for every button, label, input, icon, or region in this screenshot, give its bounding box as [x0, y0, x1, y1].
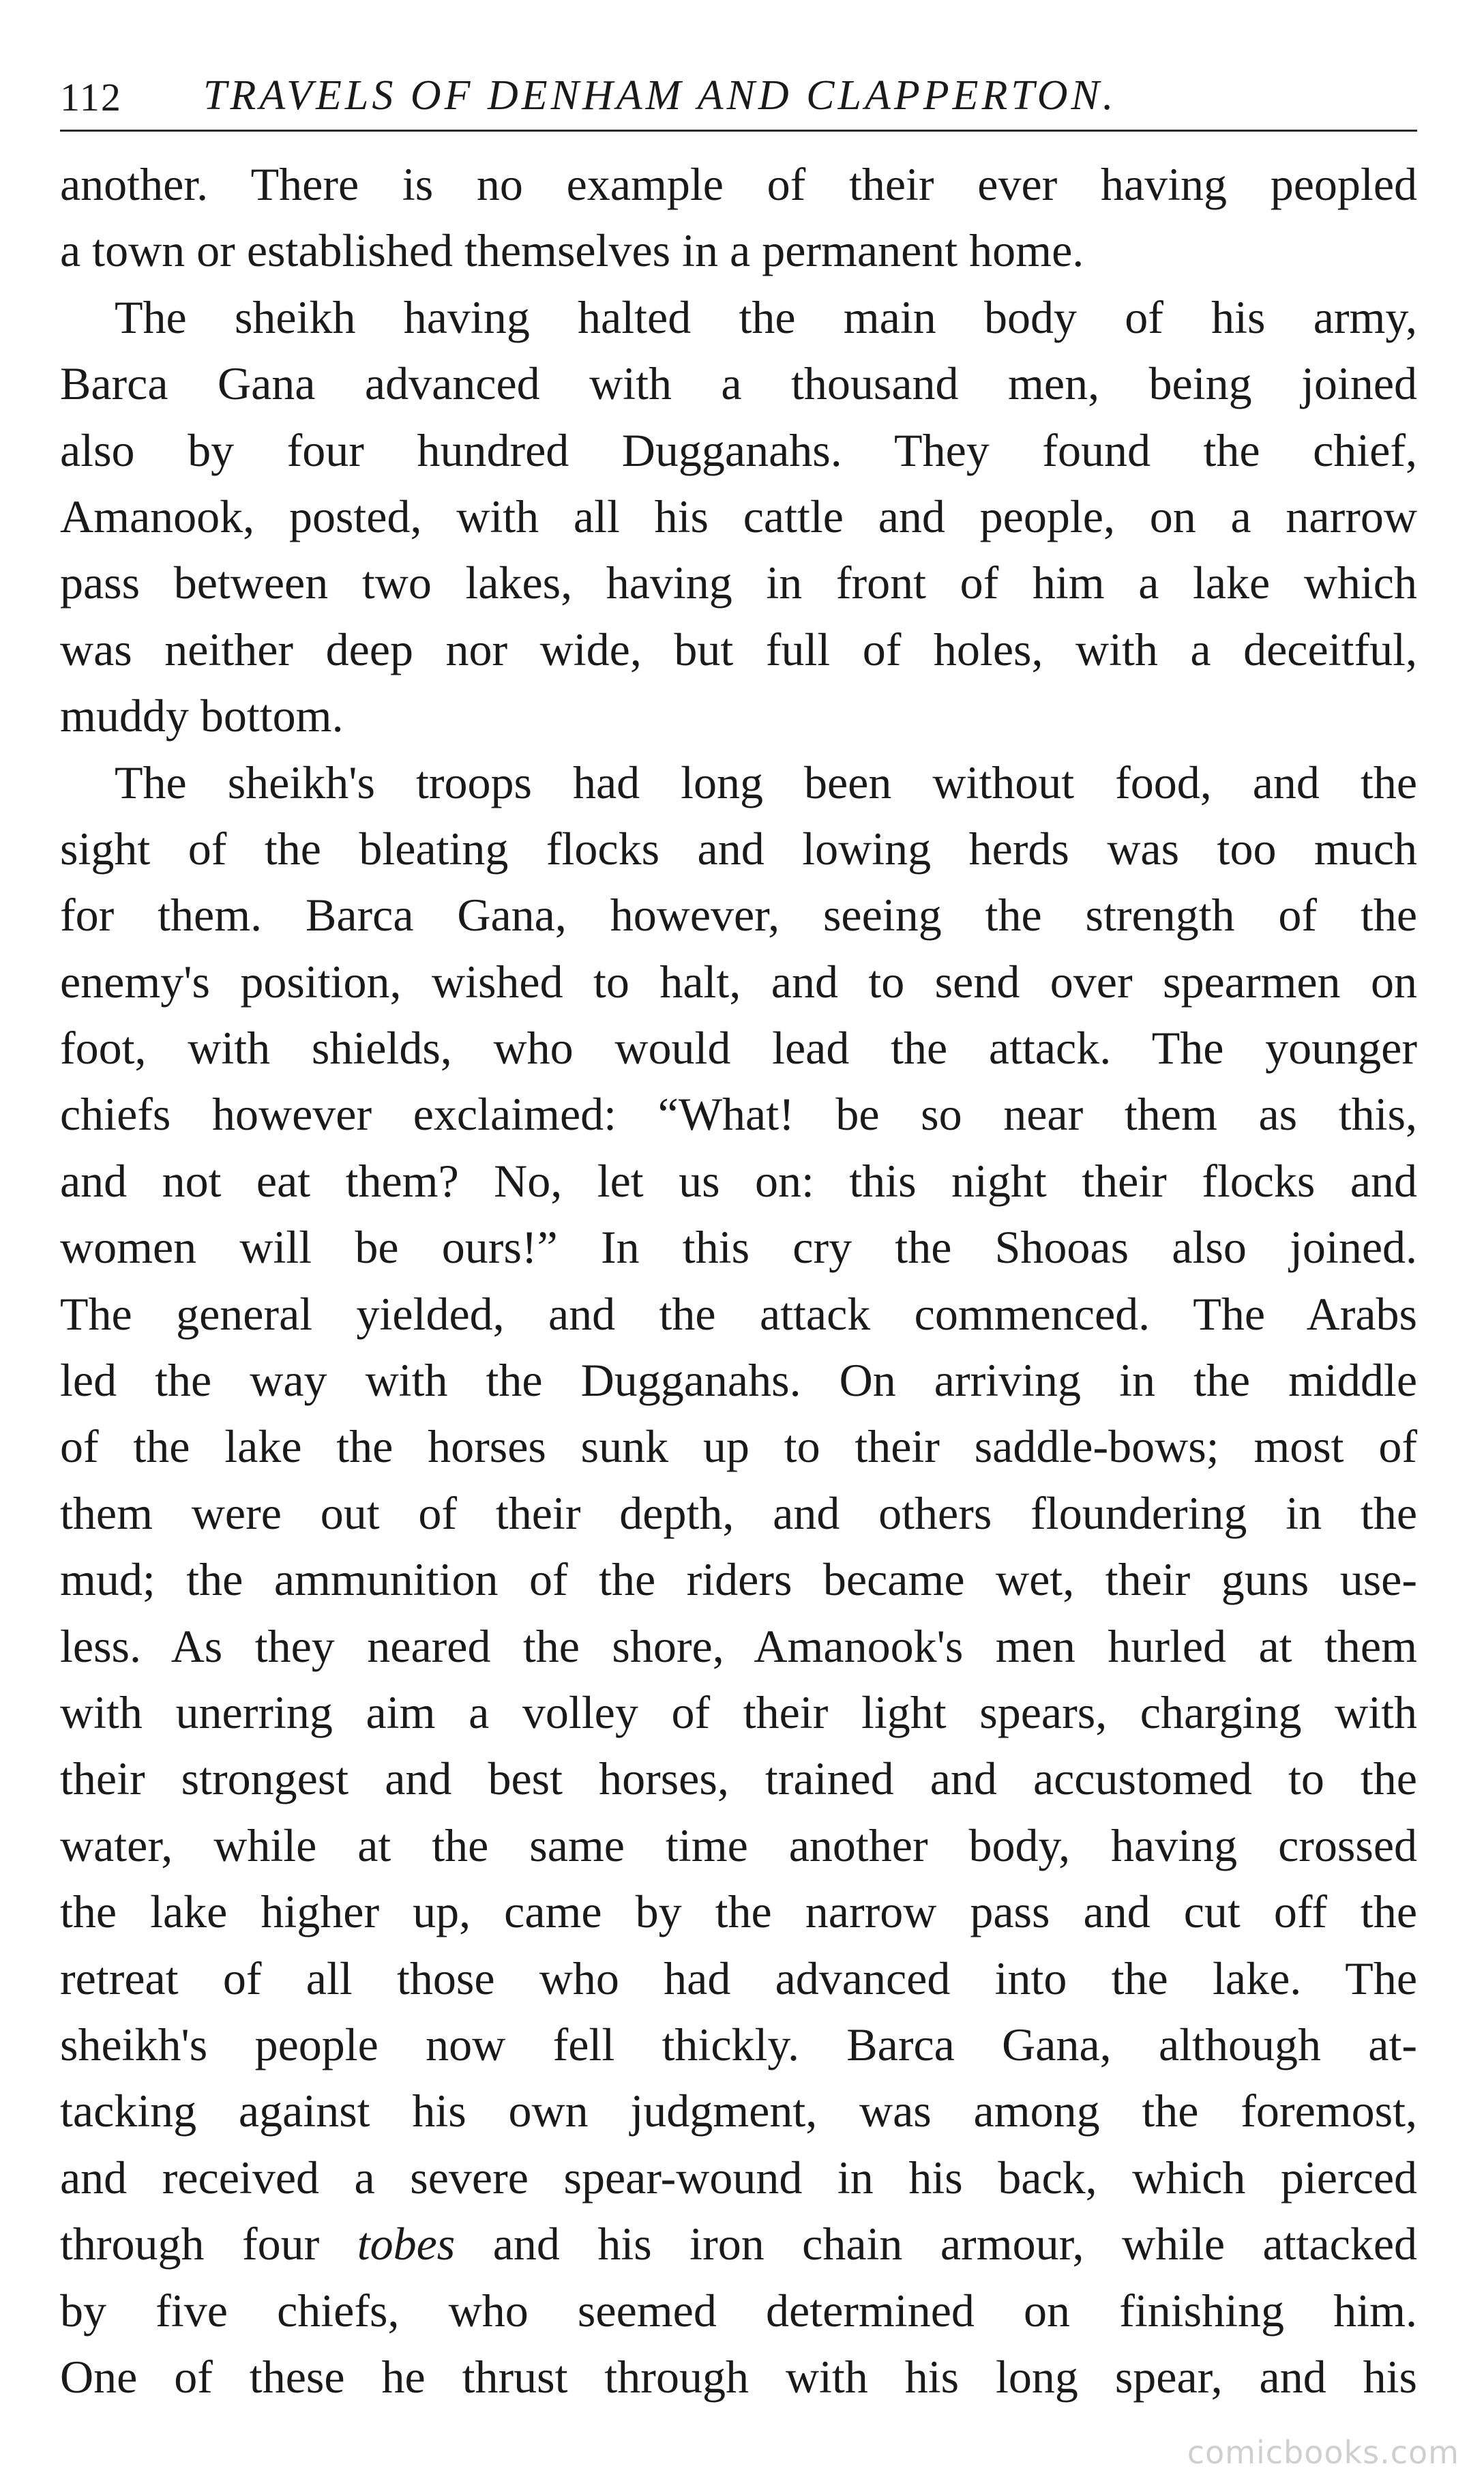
text-line: water, while at the same time another body, having crossed — [60, 1819, 1417, 1871]
text-line: the lake higher up, came by the narrow pass and cut off the — [60, 1886, 1417, 1938]
text-line: a town or established themselves in a permanent home. — [60, 224, 1084, 277]
italic-word: tobes — [357, 2218, 456, 2270]
text-line: enemy's position, wished to halt, and to send over spearmen on — [60, 955, 1417, 1008]
text-line: led the way with the Dugganahs. On arriving in the middle — [60, 1354, 1417, 1407]
text-line-with-italic — [60, 2211, 1417, 2277]
text-line: Amanook, posted, with all his cattle and people, on a narrow — [60, 490, 1417, 542]
body-text — [60, 151, 1417, 2410]
text-line: mud; the ammunition of the riders became wet, their guns use- — [60, 1553, 1417, 1606]
text-line: was neither deep nor wide, but full of holes, with a deceitful, — [60, 623, 1417, 675]
text-line: sight of the bleating flocks and lowing herds was too much — [60, 822, 1417, 875]
text-line: less. As they neared the shore, Amanook's men hurled at them — [60, 1620, 1417, 1672]
text-line: of the lake the horses sunk up to their saddle-bows; most of — [60, 1420, 1417, 1473]
text-line: The general yielded, and the attack commenced. The Arabs — [60, 1287, 1417, 1340]
text-line: tacking against his own judgment, was among the foremost, — [60, 2085, 1417, 2137]
text-line: chiefs however exclaimed: “What! be so near them as this, — [60, 1088, 1417, 1141]
text-line: by five chiefs, who seemed determined on finishing him. — [60, 2284, 1417, 2337]
text-line: retreat of all those who had advanced into the lake. The — [60, 1952, 1417, 2004]
text-line: them were out of their depth, and others floundering in the — [60, 1486, 1417, 1539]
text-line: pass between two lakes, having in front of him a lake which — [60, 557, 1417, 609]
watermark: comicbooks.com — [1187, 2434, 1459, 2471]
text-line: for them. Barca Gana, however, seeing the strength of the — [60, 889, 1417, 941]
text-run: through four — [60, 2218, 357, 2270]
text-run: and his iron chain armour, while attacked — [455, 2218, 1417, 2270]
running-title: TRAVELS OF DENHAM AND CLAPPERTON. — [203, 72, 1117, 119]
text-line: sheikh's people now fell thickly. Barca Gana, although at- — [60, 2018, 1417, 2070]
text-line: Barca Gana advanced with a thousand men, being joined — [60, 357, 1417, 410]
header-rule — [60, 130, 1417, 132]
running-head — [60, 59, 1417, 120]
text-line: women will be ours!” In this cry the Shooas also joined. — [60, 1221, 1417, 1274]
text-line: The sheikh having halted the main body of his army, — [115, 291, 1417, 343]
text-line: and received a severe spear-wound in his back, which pierced — [60, 2151, 1417, 2203]
text-line: The sheikh's troops had long been without food, and the — [115, 756, 1417, 808]
text-line: and not eat them? No, let us on: this night their flocks and — [60, 1154, 1417, 1207]
text-line: with unerring aim a volley of their light spears, charging with — [60, 1686, 1417, 1738]
text-line: One of these he thrust through with his long spear, and his — [60, 2350, 1417, 2403]
text-line: muddy bottom. — [60, 690, 344, 742]
text-line: their strongest and best horses, trained and accustomed to the — [60, 1753, 1417, 1805]
text-line: foot, with shields, who would lead the attack. The younger — [60, 1022, 1417, 1074]
text-line: also by four hundred Dugganahs. They found the chief, — [60, 424, 1417, 476]
page-number: 112 — [60, 75, 122, 119]
text-line: another. There is no example of their ever having peopled — [60, 158, 1417, 210]
